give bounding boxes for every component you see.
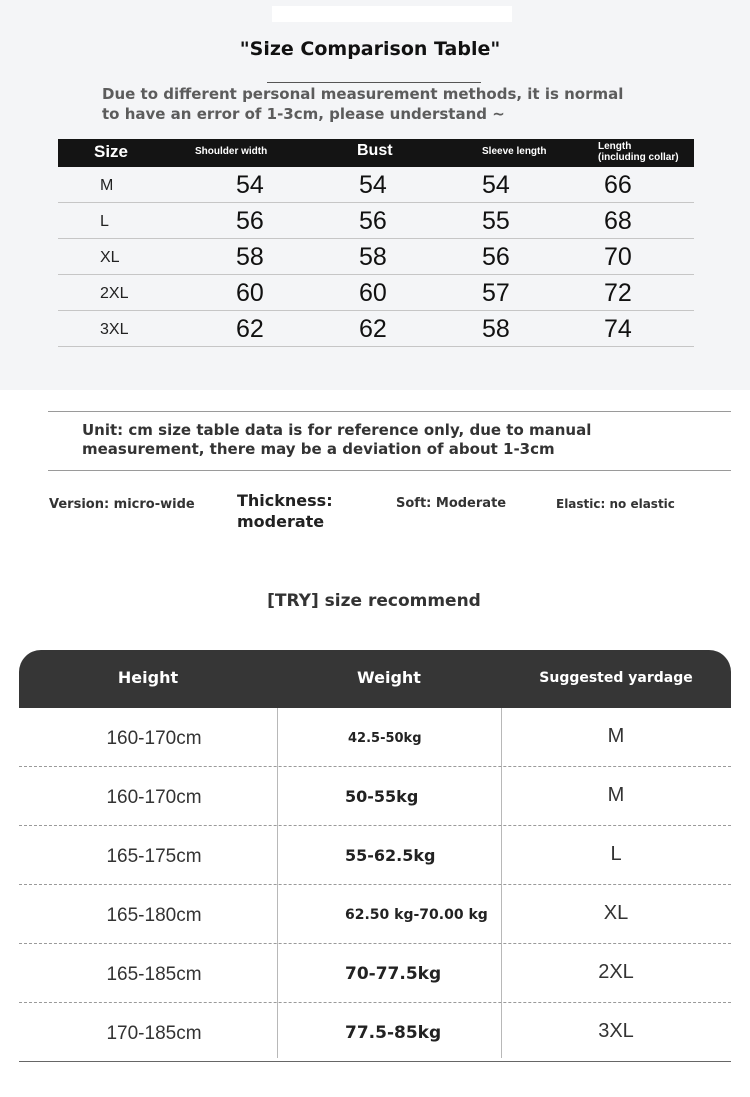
attr-elastic: Elastic: no elastic [556,497,675,511]
sleeve-value: 56 [482,243,510,271]
shoulder-value: 62 [236,315,264,343]
yardage-value: M [607,725,625,747]
size-recommend-table [19,650,731,1062]
weight-value: 70-77.5kg [345,964,442,984]
height-value: 165-185cm [106,964,202,985]
header-length-main: Length [598,141,632,152]
header-suggested-yardage: Suggested yardage [539,670,693,686]
recommend-title: [TRY] size recommend [267,591,481,611]
header-bust: Bust [357,142,393,159]
sleeve-value: 58 [482,315,510,343]
table-row [58,275,694,311]
height-value: 165-175cm [106,846,202,867]
thickness-value: moderate [237,512,325,531]
size-label: 2XL [100,285,129,302]
sleeve-value: 57 [482,279,510,307]
table-row [19,885,731,944]
bust-value: 56 [359,207,387,235]
measurement-note: Due to different personal measurement methods, it is normal to have an error of 1-3cm, please understand ~ [102,85,624,123]
size-label: 3XL [100,321,129,338]
attr-thickness [237,490,367,532]
header-height: Height [117,668,179,687]
header-weight: Weight [357,668,421,687]
height-value: 160-170cm [106,787,202,808]
shoulder-value: 58 [236,243,264,271]
table-row [19,1003,731,1062]
table-row [19,826,731,885]
weight-value: 77.5-85kg [345,1023,442,1043]
title-divider [267,82,481,83]
table-row [58,203,694,239]
yardage-value: L [610,843,622,865]
header-length-sub: (including collar) [598,152,679,163]
shoulder-value: 56 [236,207,264,235]
table-row [58,239,694,275]
weight-value: 42.5-50kg [348,731,422,746]
yardage-value: 3XL [598,1020,634,1042]
length-value: 70 [604,243,632,271]
length-value: 74 [604,315,632,343]
yardage-value: M [607,784,625,806]
table-row [58,167,694,203]
table-row [19,944,731,1003]
header-sleeve-length: Sleeve length [482,146,547,157]
bust-value: 58 [359,243,387,271]
height-value: 160-170cm [106,728,202,749]
weight-value: 62.50 kg-70.00 kg [345,907,488,923]
table-row [19,767,731,826]
table-row [19,708,731,767]
height-value: 170-185cm [106,1023,202,1044]
thickness-label: Thickness: [237,491,333,510]
header-size: Size [94,142,129,161]
size-label: M [100,177,114,194]
unit-note: Unit: cm size table data is for reference only, due to manual measurement, there may be a deviation of about 1-3cm [82,421,592,458]
header-shoulder-width: Shoulder width [195,146,268,157]
shoulder-value: 60 [236,279,264,307]
size-label: L [100,213,109,230]
attr-version: Version: micro-wide [49,497,195,512]
sleeve-value: 55 [482,207,510,235]
shoulder-value: 54 [236,171,264,199]
page-title: "Size Comparison Table" [239,38,501,60]
length-value: 72 [604,279,632,307]
length-value: 66 [604,171,632,199]
size-label: XL [100,249,120,266]
weight-value: 55-62.5kg [345,846,436,865]
top-decoration [272,6,512,22]
recommend-table-header [19,650,731,708]
bust-value: 62 [359,315,387,343]
bust-value: 60 [359,279,387,307]
length-value: 68 [604,207,632,235]
bust-value: 54 [359,171,387,199]
size-table-header [58,139,694,167]
height-value: 165-180cm [106,905,202,926]
table-row [58,311,694,347]
header-length [598,141,698,163]
sleeve-value: 54 [482,171,510,199]
size-comparison-table [58,139,694,347]
weight-value: 50-55kg [345,787,419,806]
unit-note-block [48,411,731,471]
yardage-value: 2XL [598,961,634,983]
attr-soft: Soft: Moderate [396,496,507,511]
yardage-value: XL [603,902,629,924]
